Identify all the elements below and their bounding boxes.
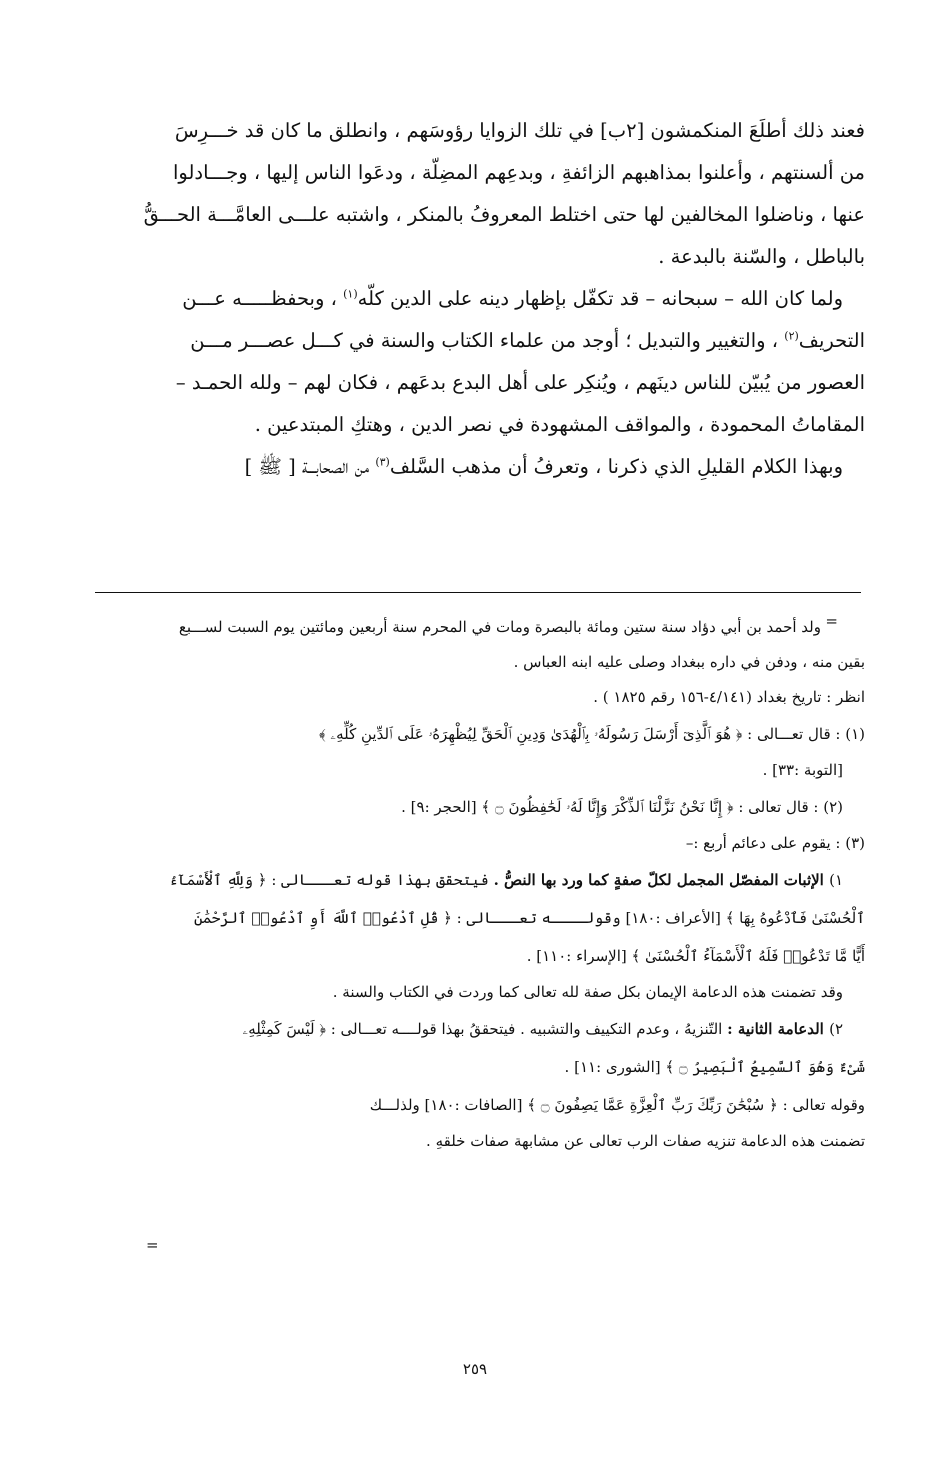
- text-segment: التحريف: [798, 329, 865, 352]
- text-segment: من الصحابـــة [ ﷺ ]: [244, 455, 376, 478]
- footnote-divider: [95, 592, 861, 593]
- text-line: فعند ذلك أطلَعَ المنكمشون [٢ب] في تلك الزوايا رؤوسَهم ، وانطلق ما كان قد خـــرِسَ: [174, 119, 865, 142]
- page-number: ٢٥٩: [462, 1360, 488, 1378]
- text-segment: فيتحقق بهذا قوله تعـــالى : ﴿ وَلِلَّهِ ٱلْأَسْمَآءُ: [169, 871, 494, 889]
- text-line: [95, 320, 865, 362]
- text-line: [95, 446, 865, 488]
- footnote-ref: (٢): [784, 329, 799, 343]
- footnote-line: (٢) : قال تعالى : ﴿ إِنَّا نَحْنُ نَزَّلْنَا ٱلذِّكْرَ وَإِنَّا لَهُۥ لَحَٰفِظُونَ ۝ ﴾ [الحجر :٩] .: [401, 798, 843, 816]
- footnote-ref: (٣): [375, 455, 390, 469]
- text-line: عنها ، وناضلوا المخالفين لها حتى اختلط المعروفُ بالمنكر ، واشتبه علـــى العامَّـــة الحـــقُّ: [143, 203, 865, 226]
- footnote-line: [95, 1010, 865, 1048]
- footnote-line: بقين منه ، ودفن في داره ببغداد وصلى عليه ابنه العباس .: [513, 653, 865, 671]
- footnote-ref: (١): [343, 287, 358, 301]
- text-segment: ، والتغيير والتبديل ؛ أوجد من علماء الكتاب والسنة في كـــل عصـــر مـــن: [190, 329, 785, 352]
- footnote-line: (٣) : يقوم على دعائم أربع :–: [685, 834, 865, 852]
- text-segment: التّنزيهُ ، وعدم التكييف والتشبيه . فيتحققُ بهذا قولــــه تعـــالى : ﴿ لَيْسَ كَمِثْلِهِۦ: [242, 1020, 728, 1038]
- footnote-line: أَيًّا مَّا تَدْعُوا۟ فَلَهُ ٱلْأَسْمَآءُ ٱلْحُسْنَىٰ ﴾ [الإسراء :١١٠] .: [526, 947, 865, 965]
- footnote-line: وقد تضمنت هذه الدعامة الإيمان بكل صفة لله تعالى كما وردت في الكتاب والسنة .: [332, 983, 843, 1001]
- text-line: بالباطل ، والسّنة بالبدعة .: [658, 245, 865, 268]
- main-text: [95, 110, 865, 488]
- footnote-line: ٱلْحُسْنَىٰ فَٱدْعُوهُ بِهَا ﴾ [الأعراف :١٨٠] وقولــــه تعـــالى : ﴿ قُلِ ٱدْعُوا۟ ٱللَّهَ أَوِ ٱدْعُوا۟ ٱلرَّحْمَٰنَ: [193, 909, 865, 927]
- text-segment: وبهذا الكلام القليلِ الذي ذكرنا ، وتعرفُ أن مذهب السَّلف: [389, 455, 843, 478]
- text-line: [95, 278, 865, 320]
- footnote-line: ولد أحمد بن أبي دؤاد سنة ستين ومائة بالبصرة ومات في المحرم سنة أربعين ومائتين يوم السبت لســـبع: [178, 618, 821, 636]
- footnote-line: (١) : قال تعـــالى : ﴿ هُوَ ٱلَّذِىٓ أَرْسَلَ رَسُولَهُۥ بِٱلْهُدَىٰ وَدِينِ ٱلْحَقِّ لِيُظْهِرَهُۥ عَلَى ٱلدِّينِ كُلِّهِۦ ﴾: [318, 725, 865, 743]
- text-line: العصور من يُبيّن للناس دينَهم ، ويُنكِر على أهل البدع بدعَهم ، فكان لهم – ولله الحمـد –: [175, 371, 865, 394]
- point-heading: الإثبات المفصّل المجمل لكلّ صفةٍ كما ورد بها النصُّ .: [493, 871, 830, 889]
- footnote-line: شَىْءٌ وَهُوَ ٱلسَّمِيعُ ٱلْبَصِيرُ ۝ ﴾ [الشورى :١١] .: [564, 1058, 865, 1076]
- text-segment: ، وبحفظـــــه عـــن: [182, 287, 344, 310]
- continuation-mark: =: [825, 612, 838, 630]
- point-heading: الدعامة الثانية :: [727, 1020, 830, 1038]
- footnote-line: تضمنت هذه الدعامة تنزيه صفات الرب تعالى عن مشابهة صفات خلقهِ .: [426, 1132, 865, 1150]
- text-segment: ولما كان الله – سبحانه – قد تكفّل بإظهار دينه على الدين كلّه: [357, 287, 843, 310]
- point-number: ٢): [829, 1020, 843, 1038]
- continuation-mark: =: [146, 1236, 159, 1254]
- footnote-line: [95, 861, 865, 899]
- footnote-line: [التوبة :٣٣] .: [762, 761, 843, 779]
- text-line: المقاماتُ المحمودة ، والمواقف المشهودة في نصر الدين ، وهتكِ المبتدعين .: [254, 413, 865, 436]
- footnotes: [95, 610, 865, 1159]
- footnote-line: وقوله تعالى : ﴿ سُبْحَٰنَ رَبِّكَ رَبِّ ٱلْعِزَّةِ عَمَّا يَصِفُونَ ۝ ﴾ [الصافات :١٨٠] ولذلـــك: [369, 1096, 865, 1114]
- point-number: ١): [829, 871, 843, 889]
- text-line: من ألسنتهم ، وأعلنوا بمذاهبهم الزائفةِ ، وبدعِهم المضِلّة ، ودعَوا الناس إليها ، وجـــادلوا: [173, 161, 865, 184]
- footnote-line: انظر : تاريخ بغداد (٤/١٤١-١٥٦ رقم ١٨٢٥ ) .: [593, 688, 865, 706]
